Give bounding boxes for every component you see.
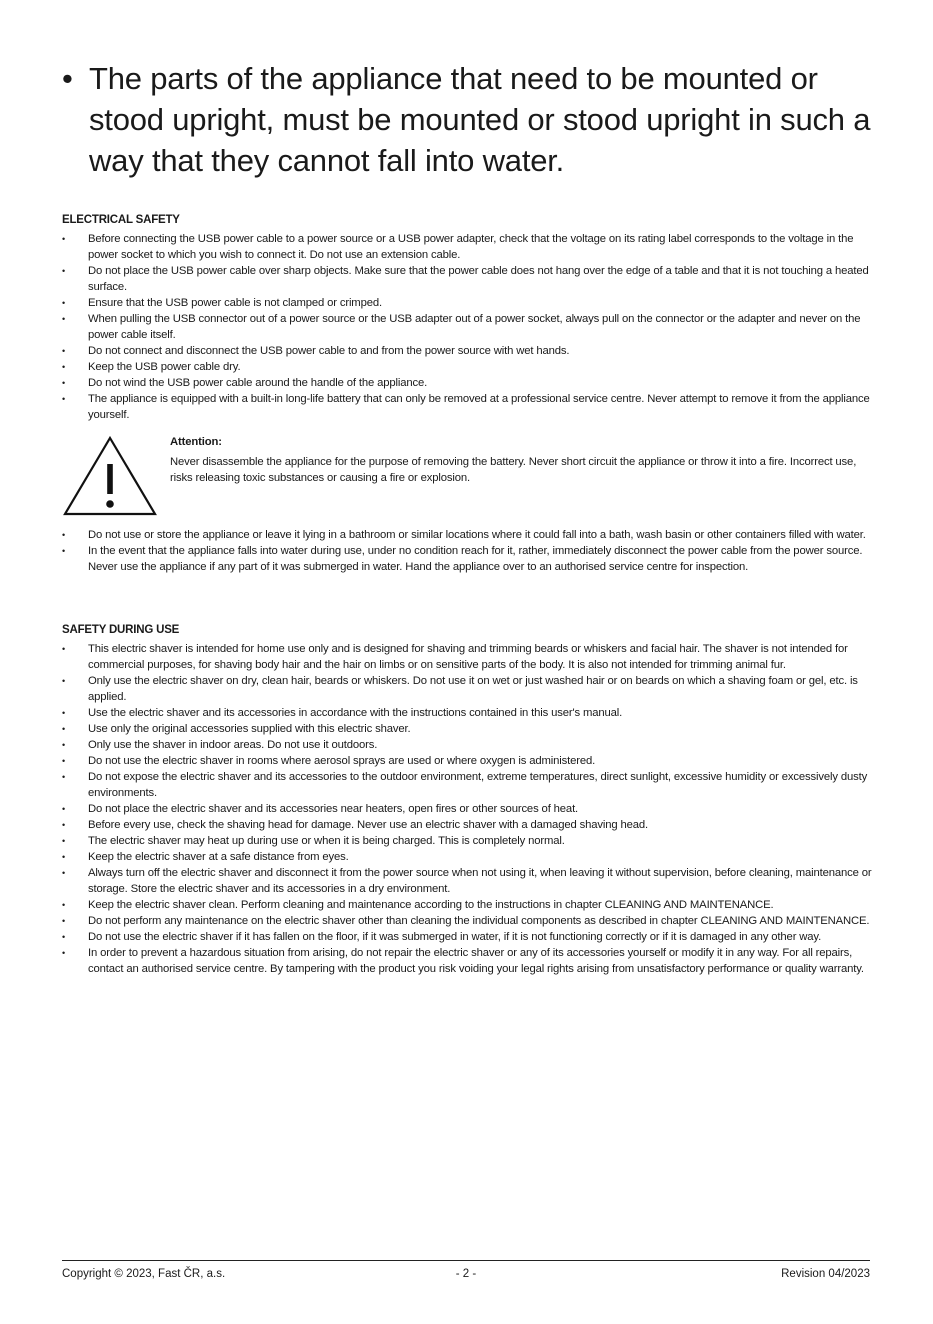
- copyright-text: Copyright © 2023, Fast ČR, a.s.: [62, 1268, 226, 1280]
- attention-text: Never disassemble the appliance for the purpose of removing the battery. Never short circuit the appliance or throw it into a fire. Incorrect use, risks releasing toxic substances or causing a fire or explosion.: [170, 456, 857, 484]
- list-item: • Only use the shaver in indoor areas. Do not use it outdoors.: [62, 737, 872, 753]
- attention-title: Attention:: [170, 436, 222, 448]
- list-item: • Keep the USB power cable dry.: [62, 359, 872, 375]
- list-item: • Do not perform any maintenance on the electric shaver other than cleaning the individual components as described in chapter CLEANING AND MAINTENANCE.: [62, 913, 872, 929]
- list-item: • Do not place the USB power cable over sharp objects. Make sure that the power cable does not hang over the edge of a table and that it is not touching a heated surface.: [62, 263, 872, 295]
- page-number: - 2 -: [455, 1268, 477, 1280]
- footer-divider: [62, 1260, 870, 1261]
- list-item: • This electric shaver is intended for home use only and is designed for shaving and trimming beards or whiskers and facial hair. The shaver is not intended for commercial purposes, for shaving body hair and the hair on limbs or on sensitive parts of the body. It is also not intended for trimming animal fur.: [62, 641, 872, 673]
- list-item: • Use the electric shaver and its accessories in accordance with the instructions contained in this user's manual.: [62, 705, 872, 721]
- list-item: • Do not place the electric shaver and its accessories near heaters, open fires or other sources of heat.: [62, 801, 872, 817]
- list-item: • When pulling the USB connector out of a power source or the USB adapter out of a power socket, always pull on the connector or the adapter and never on the power cable itself.: [62, 311, 872, 343]
- list-item: • Always turn off the electric shaver and disconnect it from the power source when not using it, when leaving it without supervision, before cleaning, maintenance or storage. Store the electric shaver and its accessories in a dry environment.: [62, 865, 872, 897]
- safety-during-use-section: [62, 622, 872, 977]
- attention-content: [170, 434, 860, 486]
- safety-during-use-heading: SAFETY DURING USE: [62, 624, 180, 636]
- intro-bullet: [62, 58, 882, 181]
- list-item: • Do not connect and disconnect the USB power cable to and from the power source with wet hands.: [62, 343, 872, 359]
- list-item: • Do not use the electric shaver if it has fallen on the floor, if it was submerged in water, if it is not functioning correctly or if it is damaged in any other way.: [62, 929, 872, 945]
- list-item: • The appliance is equipped with a built-in long-life battery that can only be removed at a professional service centre. Never attempt to remove it from the appliance yourself.: [62, 391, 872, 423]
- list-item: • Only use the electric shaver on dry, clean hair, beards or whiskers. Do not use it on wet or just washed hair or on beards on which a shaving foam or gel, etc. is applied.: [62, 673, 872, 705]
- electrical-safety-list-continued: [62, 527, 872, 575]
- warning-triangle-icon: [62, 434, 158, 518]
- list-item: • Do not use the electric shaver in rooms where aerosol sprays are used or where oxygen is administered.: [62, 753, 872, 769]
- list-item: • Keep the electric shaver clean. Perform cleaning and maintenance according to the instructions in chapter CLEANING AND MAINTENANCE.: [62, 897, 872, 913]
- attention-box: [62, 434, 862, 524]
- list-item: • Do not use or store the appliance or leave it lying in a bathroom or similar locations where it could fall into a bath, wash basin or other containers filled with water.: [62, 527, 872, 543]
- electrical-safety-section: [62, 212, 872, 423]
- bullet-icon: •: [62, 61, 73, 96]
- list-item: • Use only the original accessories supplied with this electric shaver.: [62, 721, 872, 737]
- list-item: • In the event that the appliance falls into water during use, under no condition reach for it, rather, immediately disconnect the power cable from the power source. Never use the appliance if any part of it was submerged in water. Hand the appliance over to an authorised service centre for inspection.: [62, 543, 872, 575]
- list-item: • Keep the electric shaver at a safe distance from eyes.: [62, 849, 872, 865]
- list-item: • Before connecting the USB power cable to a power source or a USB power adapter, check that the voltage on its rating label corresponds to the voltage in the power socket to which you wish to connect it. Do not use an extension cable.: [62, 231, 872, 263]
- list-item: • Do not expose the electric shaver and its accessories to the outdoor environment, extreme temperatures, direct sunlight, excessive humidity or excessively dusty environments.: [62, 769, 872, 801]
- list-item: • Before every use, check the shaving head for damage. Never use an electric shaver with a damaged shaving head.: [62, 817, 872, 833]
- revision-text: Revision 04/2023: [781, 1268, 870, 1280]
- list-item: • Do not wind the USB power cable around the handle of the appliance.: [62, 375, 872, 391]
- list-item: • Ensure that the USB power cable is not clamped or crimped.: [62, 295, 872, 311]
- intro-text: The parts of the appliance that need to be mounted or stood upright, must be mounted or stood upright in such a way that they cannot fall into water.: [89, 61, 871, 178]
- electrical-safety-heading: ELECTRICAL SAFETY: [62, 214, 180, 226]
- list-item: • The electric shaver may heat up during use or when it is being charged. This is completely normal.: [62, 833, 872, 849]
- list-item: • In order to prevent a hazardous situation from arising, do not repair the electric shaver or any of its accessories yourself or modify it in any way. For all repairs, contact an authorised service centre. By tampering with the product you risk voiding your legal rights arising from unsatisfactory performance or quality warranty.: [62, 945, 872, 977]
- electrical-safety-list: [62, 231, 872, 423]
- electrical-safety-continued: [62, 527, 872, 575]
- safety-during-use-list: [62, 641, 872, 977]
